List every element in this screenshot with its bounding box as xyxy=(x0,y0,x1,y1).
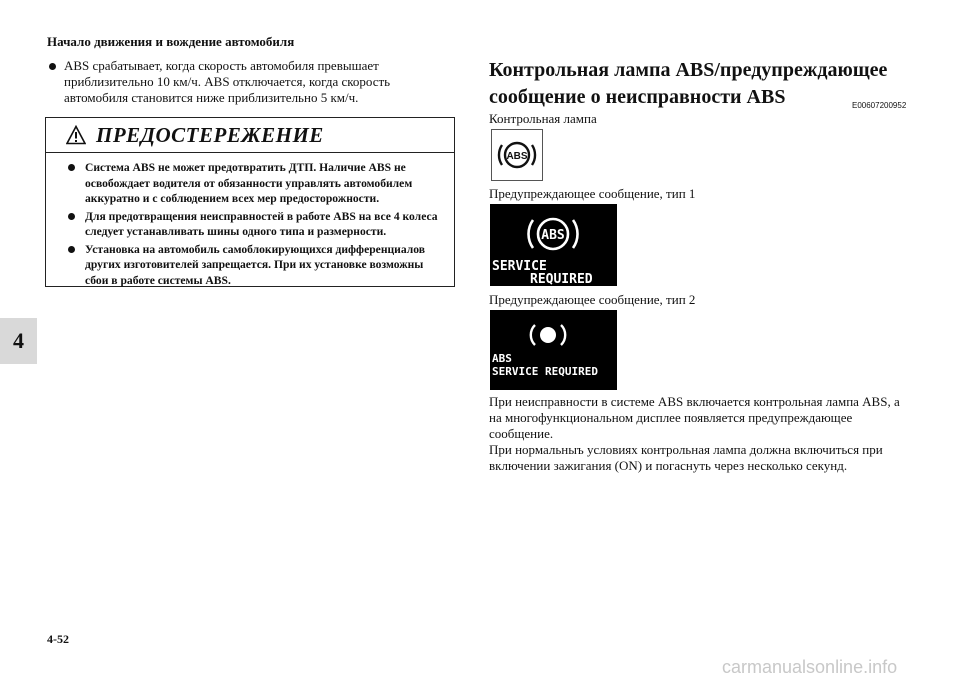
warning-item xyxy=(68,160,444,207)
chapter-tab: 4 xyxy=(0,318,37,364)
abs-activation-text: ABS срабатывает, когда скорость автомобиля превышает приблизительно 10 км/ч. ABS отключается, когда скорость автомобиля становится ниже приблизительно 5 км/ч. xyxy=(64,58,391,105)
type2-label: Предупреждающее сообщение, тип 2 xyxy=(489,292,696,307)
warning-list xyxy=(46,153,454,288)
screen2-line1: ABS xyxy=(492,352,512,365)
warning-header xyxy=(46,118,454,153)
section-code: E00607200952 xyxy=(852,101,907,110)
abs-lamp-icon xyxy=(494,132,540,178)
abs-description xyxy=(489,394,909,474)
warning-item xyxy=(68,209,444,240)
bullet-dot xyxy=(68,164,75,171)
screen2-line2: SERVICE REQUIRED xyxy=(492,365,598,378)
running-header: Начало движения и вождение автомобиля xyxy=(47,34,295,49)
abs-activation-note xyxy=(49,58,449,106)
warning-item xyxy=(68,242,444,289)
screen1-abs-text: ABS xyxy=(541,228,565,243)
bullet-dot xyxy=(68,213,75,220)
watermark: carmanualsonline.info xyxy=(722,657,898,677)
warning-item-text: Установка на автомобиль самоблокирующихся дифференциалов других изготовителей запрещается. При их установке возможны сбои в работе системы ABS. xyxy=(85,242,426,287)
type1-label: Предупреждающее сообщение, тип 1 xyxy=(489,186,696,201)
section-title: Контрольная лампа ABS/предупреждающее сообщение о неисправности ABS xyxy=(489,59,888,108)
page-number: 4-52 xyxy=(47,632,69,646)
warning-box xyxy=(45,117,455,287)
warning-title: ПРЕДОСТЕРЕЖЕНИЕ xyxy=(96,122,324,147)
abs-lamp-label: ABS xyxy=(506,151,528,162)
description-paragraph: При неисправности в системе ABS включается контрольная лампа ABS, а на многофункциональном дисплее появляется предупреждающее сообщение. xyxy=(489,394,900,441)
service-required-display xyxy=(490,204,617,286)
bullet-dot xyxy=(49,63,56,70)
warning-screen-type1 xyxy=(490,204,617,286)
bullet-dot xyxy=(68,246,75,253)
warning-item-text: Система ABS не может предотвратить ДТП. Наличие ABS не освобождает водителя от обязанности управлять автомобилем аккуратно и с соблюдением всех мер предосторожности. xyxy=(85,161,413,205)
warning-screen-type2 xyxy=(490,310,617,390)
abs-service-required-display xyxy=(490,310,617,390)
abs-lamp-frame xyxy=(491,129,543,181)
lamp-label: Контрольная лампа xyxy=(489,111,597,126)
screen1-line2: REQUIRED xyxy=(530,272,593,286)
warning-triangle-icon xyxy=(66,125,86,145)
description-paragraph: При нормальныъ условиях контрольная лампа должна включиться при включении зажигания (ON) и погаснуть через несколько секунд. xyxy=(489,442,883,473)
screen1-line1: SERVICE xyxy=(492,259,547,274)
warning-item-text: Для предотвращения неисправностей в работе ABS на все 4 колеса следует устанавливать шины одного типа и размерности. xyxy=(85,209,438,238)
